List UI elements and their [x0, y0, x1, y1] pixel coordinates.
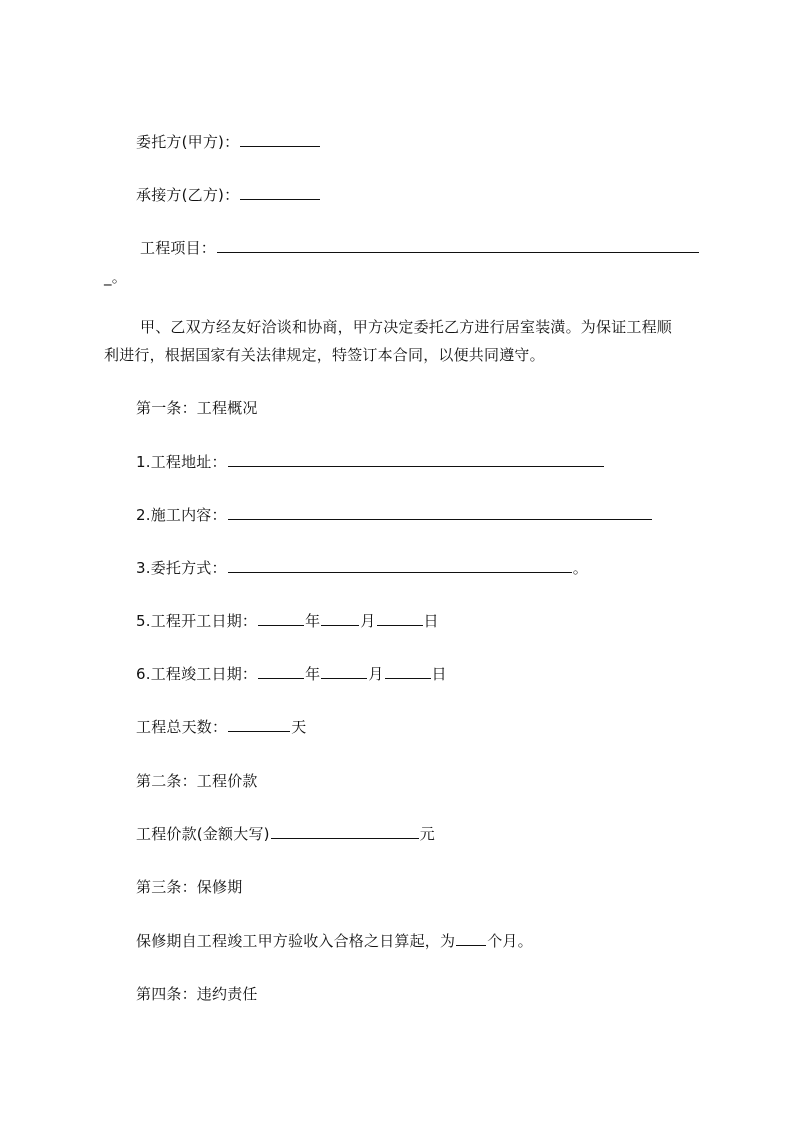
start-date-line [136, 611, 439, 631]
method-line [136, 558, 588, 578]
party-b-line [136, 185, 321, 205]
start-month-unit: 月 [360, 612, 376, 630]
intro-text-2: 利进行，根据国家有关法律规定，特签订本合同，以便共同遵守。 [104, 346, 545, 364]
price-blank[interactable] [271, 824, 419, 839]
content-blank[interactable] [228, 505, 652, 520]
price-label: 工程价款(金额大写) [136, 825, 270, 843]
warranty-text-after: 个月。 [487, 932, 533, 950]
method-end: 。 [572, 559, 588, 577]
intro-text-1: 甲、乙双方经友好洽谈和协商，甲方决定委托乙方进行居室装潢。为保证工程顺 [140, 318, 673, 336]
end-day-blank[interactable] [385, 664, 431, 679]
end-month-unit: 月 [368, 665, 384, 683]
warranty-months-blank[interactable] [456, 931, 486, 946]
article-3-title-text: 第三条：保修期 [136, 878, 243, 896]
start-day-blank[interactable] [377, 611, 423, 626]
project-tail-line [104, 267, 127, 287]
warranty-text-before: 保修期自工程竣工甲方验收入合格之日算起，为 [136, 932, 456, 950]
total-days-blank[interactable] [228, 717, 290, 732]
content-line [136, 505, 653, 525]
end-year-blank[interactable] [258, 664, 304, 679]
project-label: 工程项目： [140, 239, 217, 257]
price-unit: 元 [419, 825, 435, 843]
project-tail: _。 [104, 268, 127, 286]
article-3-title [136, 877, 242, 897]
end-month-blank[interactable] [321, 664, 367, 679]
total-days-line [136, 717, 306, 737]
party-a-blank[interactable] [240, 132, 320, 147]
party-a-line [136, 132, 321, 152]
intro-line-2 [104, 345, 545, 365]
total-days-label: 工程总天数： [136, 718, 228, 736]
article-1-title [136, 398, 258, 418]
total-days-unit: 天 [291, 718, 307, 736]
method-label: 3.委托方式： [136, 559, 227, 577]
intro-line-1 [140, 317, 672, 337]
address-label: 1.工程地址： [136, 453, 227, 471]
article-4-title [136, 984, 258, 1004]
end-date-line [136, 664, 447, 684]
article-2-title-text: 第二条：工程价款 [136, 772, 258, 790]
party-b-label: 承接方(乙方)： [136, 186, 240, 204]
price-line [136, 824, 435, 844]
party-a-label: 委托方(甲方)： [136, 133, 240, 151]
end-day-unit: 日 [431, 665, 447, 683]
address-line [136, 452, 605, 472]
article-2-title [136, 771, 258, 791]
party-b-blank[interactable] [240, 185, 320, 200]
article-4-title-text: 第四条：违约责任 [136, 985, 258, 1003]
end-year-unit: 年 [305, 665, 321, 683]
warranty-line [136, 931, 533, 951]
start-year-unit: 年 [305, 612, 321, 630]
end-date-label: 6.工程竣工日期： [136, 665, 258, 683]
start-year-blank[interactable] [258, 611, 304, 626]
start-month-blank[interactable] [321, 611, 359, 626]
project-blank[interactable] [217, 238, 699, 253]
start-day-unit: 日 [423, 612, 439, 630]
article-1-title-text: 第一条：工程概况 [136, 399, 258, 417]
address-blank[interactable] [228, 452, 604, 467]
method-blank[interactable] [228, 558, 572, 573]
content-label: 2.施工内容： [136, 506, 227, 524]
start-date-label: 5.工程开工日期： [136, 612, 258, 630]
project-line [140, 238, 700, 258]
